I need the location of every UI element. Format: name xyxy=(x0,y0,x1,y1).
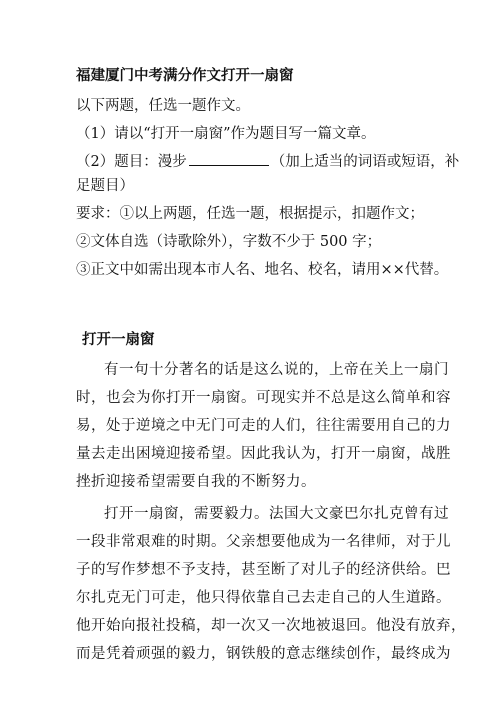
prompt-option-2 xyxy=(76,152,476,172)
requirement-1: 要求：①以上两题，任选一题，根据提示，扣题作文； xyxy=(76,206,424,222)
essay-para1-line: 挫折迎接希望需要自我的不断努力。 xyxy=(76,474,316,490)
requirement-2: ②文体自选（诗歌除外），字数不少于 500 字； xyxy=(76,234,382,250)
option-2-prefix: （2）题目：漫步 xyxy=(76,154,187,170)
option-2-suffix: （加上适当的词语或短语，补 xyxy=(270,154,460,170)
fill-in-blank xyxy=(189,153,269,166)
essay-para1-line: 易，处于逆境之中无门可走的人们，往往需要用自己的力 xyxy=(76,418,451,434)
prompt-option-2-continued: 足题目） xyxy=(76,178,134,194)
prompt-option-1: （1）请以“打开一扇窗”作为题目写一篇文章。 xyxy=(76,126,376,142)
prompt-intro: 以下两题，任选一题作文。 xyxy=(76,98,250,114)
essay-para2-line: 打开一扇窗，需要毅力。法国大文豪巴尔扎克曾有过 xyxy=(104,506,449,522)
essay-para2-line: 而是凭着顽强的毅力，钢铁般的意志继续创作，最终成为 xyxy=(76,646,451,662)
essay-para2-line: 尔扎克无门可走，他只得依靠自己去走自己的人生道路。 xyxy=(76,590,451,606)
essay-para2-line: 一段非常艰难的时期。父亲想要他成为一名律师，对于儿 xyxy=(76,534,451,550)
essay-para1-line: 时，也会为你打开一扇窗。可现实并不总是这么简单和容 xyxy=(76,390,451,406)
document-heading: 福建厦门中考满分作文打开一扇窗 xyxy=(76,67,294,84)
essay-title: 打开一扇窗 xyxy=(82,331,155,348)
essay-para1-line: 有一句十分著名的话是这么说的，上帝在关上一扇门 xyxy=(104,362,449,378)
requirement-3: ③正文中如需出现本市人名、地名、校名，请用××代替。 xyxy=(76,262,449,278)
essay-para2-line: 他开始向报社投稿，却一次又一次地被退回。他没有放弃， xyxy=(76,618,466,634)
essay-para1-line: 量去走出困境迎接希望。因此我认为，打开一扇窗，战胜 xyxy=(76,446,451,462)
essay-para2-line: 子的写作梦想不予支持，甚至断了对儿子的经济供给。巴 xyxy=(76,562,451,578)
